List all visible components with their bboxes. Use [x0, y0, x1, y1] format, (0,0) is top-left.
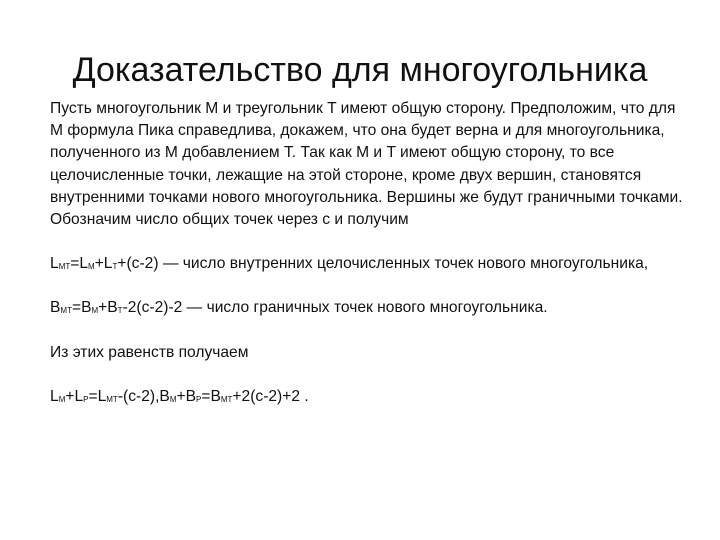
- formula-part: =B: [71, 299, 92, 317]
- formula-subscript: M: [58, 394, 66, 404]
- body-paragraph: Пусть многоугольник M и треугольник T имеют общую сторону. Предположим, что для M формула Пика справедлива, докажем, что она будет верна и для многоугольника, полученного из M добавлением T. Так как M и T имеют общую сторону, то все целочисленные точки, лежащие на этой стороне, кроме двух вершин, становятся внутренними точками нового многоугольника. Вершины же будут граничными точками. Обозначим число общих точек через c и получим: [50, 100, 683, 229]
- spacer: [50, 320, 690, 342]
- formula-part: L: [50, 255, 59, 273]
- spacer: [50, 275, 690, 297]
- formula-subscript: MT: [106, 394, 118, 404]
- formula-part: +L: [94, 255, 113, 273]
- formula-part: +L: [65, 387, 84, 405]
- formula-part: =L: [70, 255, 89, 273]
- formula-text: +(c-2) — число внутренних целочисленных точек нового многоугольника,: [117, 255, 649, 273]
- slide-body: [50, 98, 690, 408]
- slide-title: Доказательство для многоугольника: [72, 51, 648, 89]
- formula-boundary-points: [50, 297, 690, 319]
- intro-line: Из этих равенств получаем: [50, 343, 249, 361]
- formula-subscript: MT: [58, 262, 71, 272]
- formula-part: =B: [201, 387, 221, 405]
- formula-part: =L: [88, 387, 107, 405]
- formula-subscript: M: [91, 306, 99, 316]
- formula-subscript: T: [117, 306, 123, 316]
- formula-part: +B: [176, 387, 196, 405]
- formula-part: +B: [98, 299, 118, 317]
- formula-subscript: T: [112, 262, 118, 272]
- formula-part: L: [50, 387, 59, 405]
- formula-subscript: P: [196, 394, 202, 404]
- formula-part: B: [50, 299, 61, 317]
- formula-subscript: P: [83, 394, 89, 404]
- formula-part: -(c-2),B: [117, 387, 170, 405]
- formula-result: [50, 386, 690, 408]
- formula-part: +2(c-2)+2 .: [232, 387, 309, 405]
- formula-text: -2(c-2)-2 — число граничных точек нового многоугольника.: [122, 299, 548, 317]
- formula-subscript: MT: [220, 394, 233, 404]
- formula-internal-points: [50, 253, 690, 275]
- formula-subscript: M: [88, 262, 95, 272]
- formula-subscript: MT: [60, 306, 72, 316]
- spacer: [50, 231, 690, 253]
- spacer: [50, 364, 690, 386]
- formula-subscript: M: [169, 394, 177, 404]
